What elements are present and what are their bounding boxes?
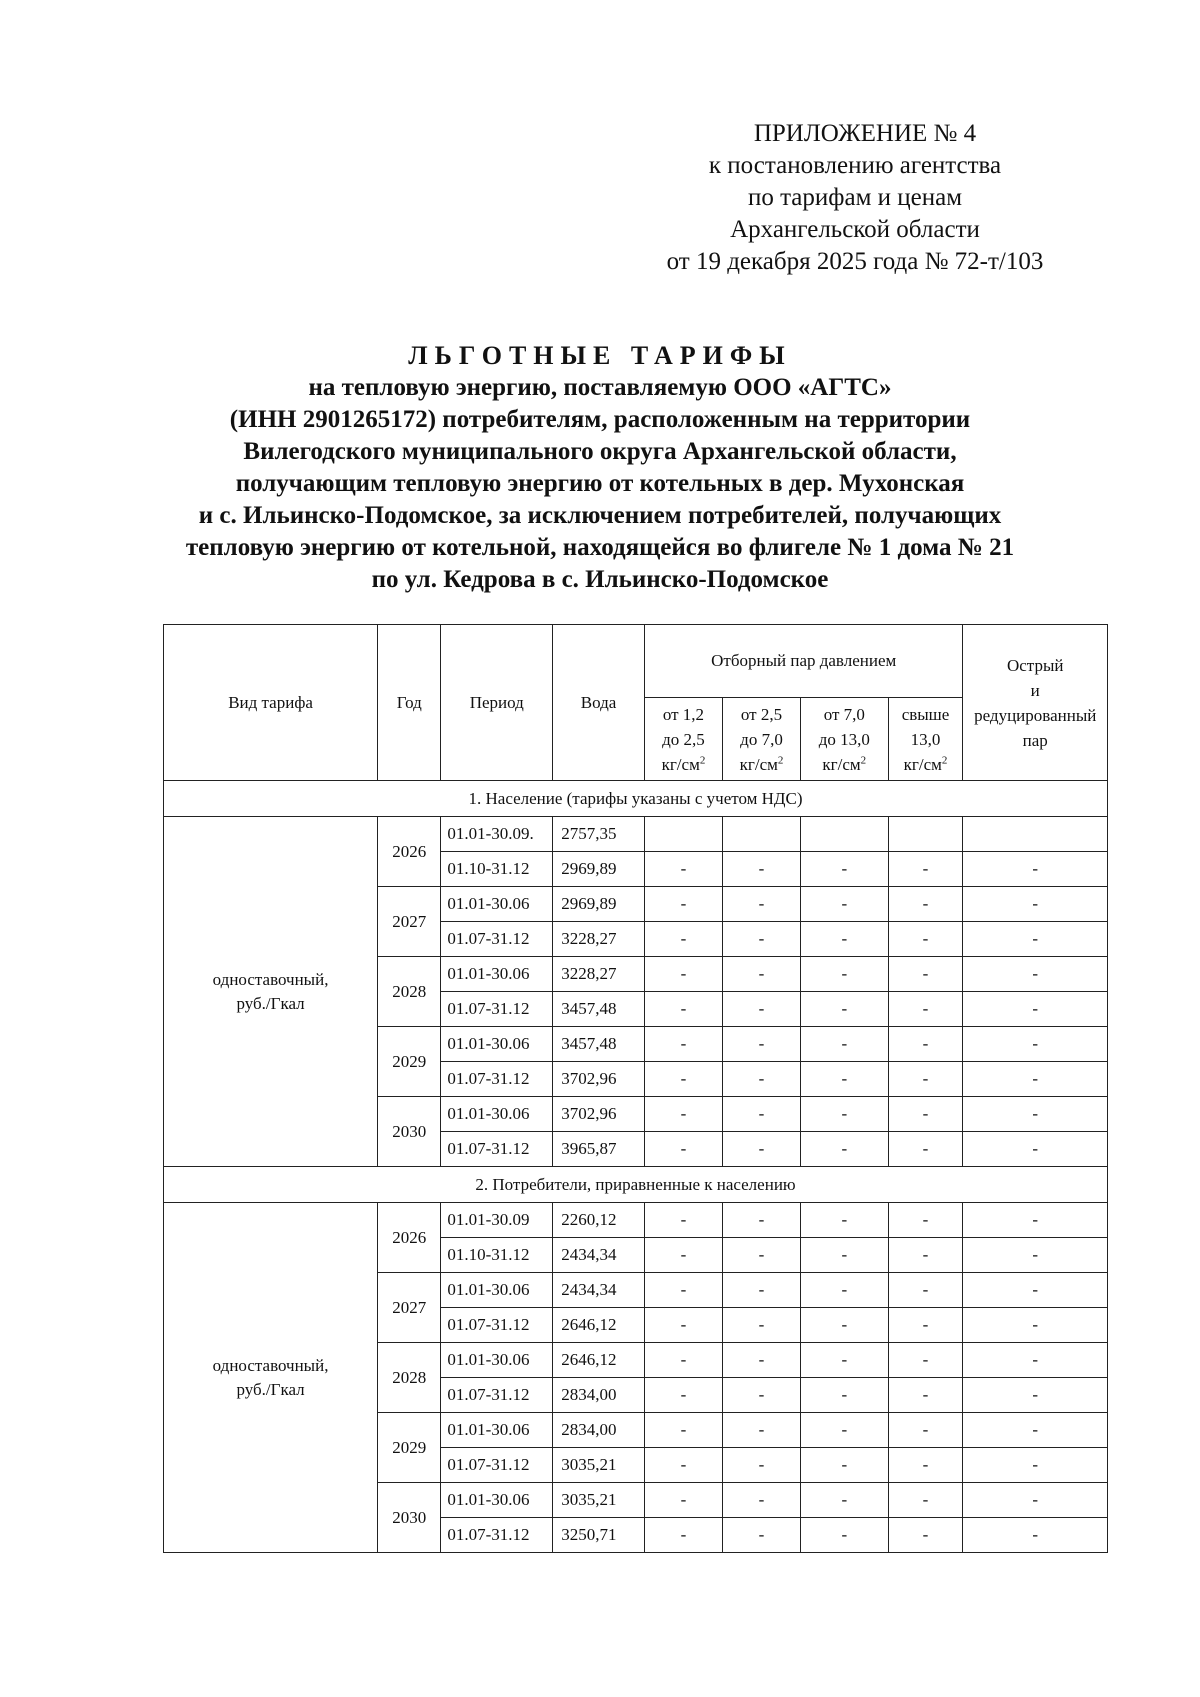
steam-tariff-cell: - [722,1448,800,1483]
header-pressure-3 [801,698,889,781]
appendix-header [600,118,1110,278]
steam-tariff-cell: - [963,1483,1108,1518]
steam-tariff-cell: - [644,1238,722,1273]
title-line: получающим тепловую энергию от котельных в дер. Мухонская [235,470,965,497]
steam-tariff-cell: - [644,887,722,922]
period-cell: 01.01-30.06 [441,1097,553,1132]
appendix-line: Архангельской области [730,216,980,243]
steam-tariff-cell: - [963,887,1108,922]
steam-tariff-cell: - [722,1132,800,1167]
steam-tariff-cell: - [963,1203,1108,1238]
period-cell: 01.01-30.06 [441,887,553,922]
steam-tariff-cell: - [801,1308,889,1343]
period-cell: 01.01-30.09 [441,1203,553,1238]
water-tariff-cell: 3035,21 [553,1483,645,1518]
steam-tariff-cell: - [963,1308,1108,1343]
steam-tariff-cell: - [644,957,722,992]
header-year: Год [378,625,441,781]
period-cell: 01.10-31.12 [441,852,553,887]
steam-tariff-cell: - [644,1308,722,1343]
steam-tariff-cell: - [644,1273,722,1308]
steam-tariff-cell: - [963,1448,1108,1483]
steam-tariff-cell: - [722,887,800,922]
water-tariff-cell: 2646,12 [553,1308,645,1343]
section-title: 1. Население (тарифы указаны с учетом НДС) [164,781,1108,817]
header-sharp-line: Острый [1006,655,1064,675]
steam-tariff-cell: - [644,922,722,957]
steam-tariff-cell: - [722,1413,800,1448]
steam-tariff-cell: - [644,1027,722,1062]
steam-tariff-cell: - [888,852,963,887]
year-cell: 2028 [378,957,441,1027]
title-line: Вилегодского муниципального округа Архангельской области, [243,438,957,465]
steam-tariff-cell: - [722,1027,800,1062]
steam-tariff-cell: - [722,1203,800,1238]
steam-tariff-cell: - [963,1132,1108,1167]
appendix-number: ПРИЛОЖЕНИЕ № 4 [753,120,977,147]
steam-tariff-cell: - [963,992,1108,1027]
pressure-unit: кг/см [822,754,861,774]
tariff-type-line: одноставочный, [212,969,329,989]
steam-tariff-cell: - [644,1483,722,1518]
steam-tariff-cell: - [963,1238,1108,1273]
water-tariff-cell: 3457,48 [553,992,645,1027]
steam-tariff-cell: - [888,1132,963,1167]
period-cell: 01.01-30.06 [441,957,553,992]
steam-tariff-cell: - [644,1378,722,1413]
steam-tariff-cell: - [888,1378,963,1413]
water-tariff-cell: 2834,00 [553,1378,645,1413]
table-body [164,781,1108,1553]
title-line: тепловую энергию от котельной, находящейся во флигеле № 1 дома № 21 [185,534,1015,561]
steam-tariff-cell: - [963,1273,1108,1308]
year-cell: 2027 [378,1273,441,1343]
water-tariff-cell: 2969,89 [553,887,645,922]
tariff-type-cell [164,1203,378,1553]
water-tariff-cell: 3228,27 [553,957,645,992]
year-cell: 2030 [378,1483,441,1553]
steam-tariff-cell: - [801,957,889,992]
pressure-unit-sup: 2 [777,753,784,766]
document-title [150,340,1050,596]
header-tariff-type: Вид тарифа [164,625,378,781]
steam-tariff-cell: - [722,1343,800,1378]
steam-tariff-cell: - [963,1097,1108,1132]
appendix-line: по тарифам и ценам [747,184,963,211]
pressure-unit: кг/см [661,754,700,774]
pressure-line: до 13,0 [818,729,870,749]
header-sharp-line: пар [1022,730,1048,750]
water-tariff-cell: 2646,12 [553,1343,645,1378]
water-tariff-cell: 2260,12 [553,1203,645,1238]
period-cell: 01.10-31.12 [441,1238,553,1273]
steam-tariff-cell: - [644,1448,722,1483]
steam-tariff-cell: - [888,1062,963,1097]
steam-tariff-cell: - [644,1097,722,1132]
steam-tariff-cell [888,817,963,852]
steam-tariff-cell: - [963,922,1108,957]
pressure-line: от 1,2 [662,704,705,724]
water-tariff-cell: 2757,35 [553,817,645,852]
steam-tariff-cell [801,817,889,852]
water-tariff-cell: 3702,96 [553,1062,645,1097]
steam-tariff-cell: - [963,852,1108,887]
period-cell: 01.07-31.12 [441,1448,553,1483]
year-cell: 2027 [378,887,441,957]
pressure-unit: кг/см [903,754,942,774]
steam-tariff-cell: - [888,1483,963,1518]
steam-tariff-cell: - [722,1483,800,1518]
tariff-type-line: руб./Гкал [236,993,305,1013]
steam-tariff-cell: - [722,1238,800,1273]
period-cell: 01.07-31.12 [441,1132,553,1167]
steam-tariff-cell [644,817,722,852]
tariff-table [163,624,1108,1553]
year-cell: 2030 [378,1097,441,1167]
steam-tariff-cell: - [801,1413,889,1448]
title-line: и с. Ильинско-Подомское, за исключением потребителей, получающих [198,502,1002,529]
appendix-line: к постановлению агентства [708,152,1002,179]
steam-tariff-cell: - [963,1413,1108,1448]
period-cell: 01.01-30.06 [441,1273,553,1308]
period-cell: 01.07-31.12 [441,1378,553,1413]
pressure-line: свыше [901,704,950,724]
water-tariff-cell: 2434,34 [553,1238,645,1273]
pressure-unit-sup: 2 [860,753,867,766]
section-title: 2. Потребители, приравненные к населению [164,1167,1108,1203]
steam-tariff-cell: - [963,1378,1108,1413]
header-sharp-steam [963,625,1108,781]
steam-tariff-cell: - [888,1273,963,1308]
steam-tariff-cell: - [888,1238,963,1273]
steam-tariff-cell: - [801,1343,889,1378]
steam-tariff-cell: - [888,887,963,922]
steam-tariff-cell: - [722,1097,800,1132]
water-tariff-cell: 2434,34 [553,1273,645,1308]
steam-tariff-cell: - [801,887,889,922]
steam-tariff-cell: - [888,1027,963,1062]
steam-tariff-cell: - [888,1308,963,1343]
tariff-type-cell [164,817,378,1167]
steam-tariff-cell: - [801,922,889,957]
water-tariff-cell: 3457,48 [553,1027,645,1062]
steam-tariff-cell: - [888,1097,963,1132]
water-tariff-cell: 3965,87 [553,1132,645,1167]
table-header [164,625,1108,781]
steam-tariff-cell: - [722,1518,800,1553]
year-cell: 2026 [378,1203,441,1273]
steam-tariff-cell [722,817,800,852]
pressure-line: от 2,5 [740,704,783,724]
period-cell: 01.01-30.06 [441,1343,553,1378]
pressure-line: до 2,5 [662,729,705,749]
steam-tariff-cell: - [722,1062,800,1097]
steam-tariff-cell: - [801,1027,889,1062]
header-pressure-1 [644,698,722,781]
steam-tariff-cell: - [722,992,800,1027]
steam-tariff-cell: - [963,1343,1108,1378]
year-cell: 2026 [378,817,441,887]
header-sharp-line: редуцированный [974,705,1097,725]
steam-tariff-cell: - [888,1518,963,1553]
steam-tariff-cell: - [801,1378,889,1413]
year-cell: 2028 [378,1343,441,1413]
period-cell: 01.01-30.06 [441,1483,553,1518]
pressure-line: от 7,0 [823,704,865,724]
steam-tariff-cell: - [722,1378,800,1413]
steam-tariff-cell [963,817,1108,852]
title-line: по ул. Кедрова в с. Ильинско-Подомское [371,566,829,593]
period-cell: 01.07-31.12 [441,1518,553,1553]
water-tariff-cell: 2969,89 [553,852,645,887]
table-row [164,817,1108,852]
steam-tariff-cell: - [888,992,963,1027]
steam-tariff-cell: - [722,922,800,957]
period-cell: 01.01-30.06 [441,1413,553,1448]
steam-tariff-cell: - [722,852,800,887]
water-tariff-cell: 2834,00 [553,1413,645,1448]
steam-tariff-cell: - [888,1448,963,1483]
steam-tariff-cell: - [644,992,722,1027]
steam-tariff-cell: - [801,1062,889,1097]
steam-tariff-cell: - [801,1203,889,1238]
tariff-type-line: руб./Гкал [236,1379,305,1399]
steam-tariff-cell: - [888,1343,963,1378]
steam-tariff-cell: - [801,1273,889,1308]
header-sharp-line: и [1030,680,1040,700]
pressure-unit-sup: 2 [941,753,948,766]
period-cell: 01.01-30.09. [441,817,553,852]
header-period: Период [441,625,553,781]
steam-tariff-cell: - [801,852,889,887]
steam-tariff-cell: - [888,957,963,992]
steam-tariff-cell: - [963,957,1108,992]
year-cell: 2029 [378,1027,441,1097]
water-tariff-cell: 3035,21 [553,1448,645,1483]
steam-tariff-cell: - [644,852,722,887]
steam-tariff-cell: - [963,1027,1108,1062]
header-water: Вода [553,625,645,781]
steam-tariff-cell: - [888,922,963,957]
steam-tariff-cell: - [644,1203,722,1238]
steam-tariff-cell: - [801,1238,889,1273]
pressure-line: 13,0 [910,729,941,749]
steam-tariff-cell: - [722,1308,800,1343]
period-cell: 01.07-31.12 [441,922,553,957]
water-tariff-cell: 3250,71 [553,1518,645,1553]
steam-tariff-cell: - [963,1062,1108,1097]
pressure-unit-sup: 2 [699,753,706,766]
water-tariff-cell: 3702,96 [553,1097,645,1132]
steam-tariff-cell: - [644,1413,722,1448]
steam-tariff-cell: - [722,957,800,992]
title-line: (ИНН 2901265172) потребителям, расположенным на территории [229,406,971,433]
header-pressure-4 [888,698,963,781]
pressure-unit: кг/см [739,754,778,774]
steam-tariff-cell: - [801,1132,889,1167]
steam-tariff-cell: - [801,992,889,1027]
header-pressure-2 [722,698,800,781]
header-extraction-steam: Отборный пар давлением [644,625,963,698]
steam-tariff-cell: - [644,1132,722,1167]
title-line: на тепловую энергию, поставляемую ООО «АГТС» [308,374,892,401]
steam-tariff-cell: - [801,1097,889,1132]
steam-tariff-cell: - [801,1518,889,1553]
title-heading: ЛЬГОТНЫЕ ТАРИФЫ [408,341,792,370]
period-cell: 01.07-31.12 [441,1062,553,1097]
steam-tariff-cell: - [888,1413,963,1448]
year-cell: 2029 [378,1413,441,1483]
water-tariff-cell: 3228,27 [553,922,645,957]
steam-tariff-cell: - [801,1448,889,1483]
table-row [164,1203,1108,1238]
pressure-line: до 7,0 [740,729,783,749]
period-cell: 01.07-31.12 [441,1308,553,1343]
steam-tariff-cell: - [644,1343,722,1378]
steam-tariff-cell: - [801,1483,889,1518]
period-cell: 01.01-30.06 [441,1027,553,1062]
appendix-date-line: от 19 декабря 2025 года № 72-т/103 [666,248,1044,275]
steam-tariff-cell: - [644,1518,722,1553]
steam-tariff-cell: - [963,1518,1108,1553]
tariff-type-line: одноставочный, [212,1355,329,1375]
steam-tariff-cell: - [722,1273,800,1308]
steam-tariff-cell: - [888,1203,963,1238]
steam-tariff-cell: - [644,1062,722,1097]
period-cell: 01.07-31.12 [441,992,553,1027]
